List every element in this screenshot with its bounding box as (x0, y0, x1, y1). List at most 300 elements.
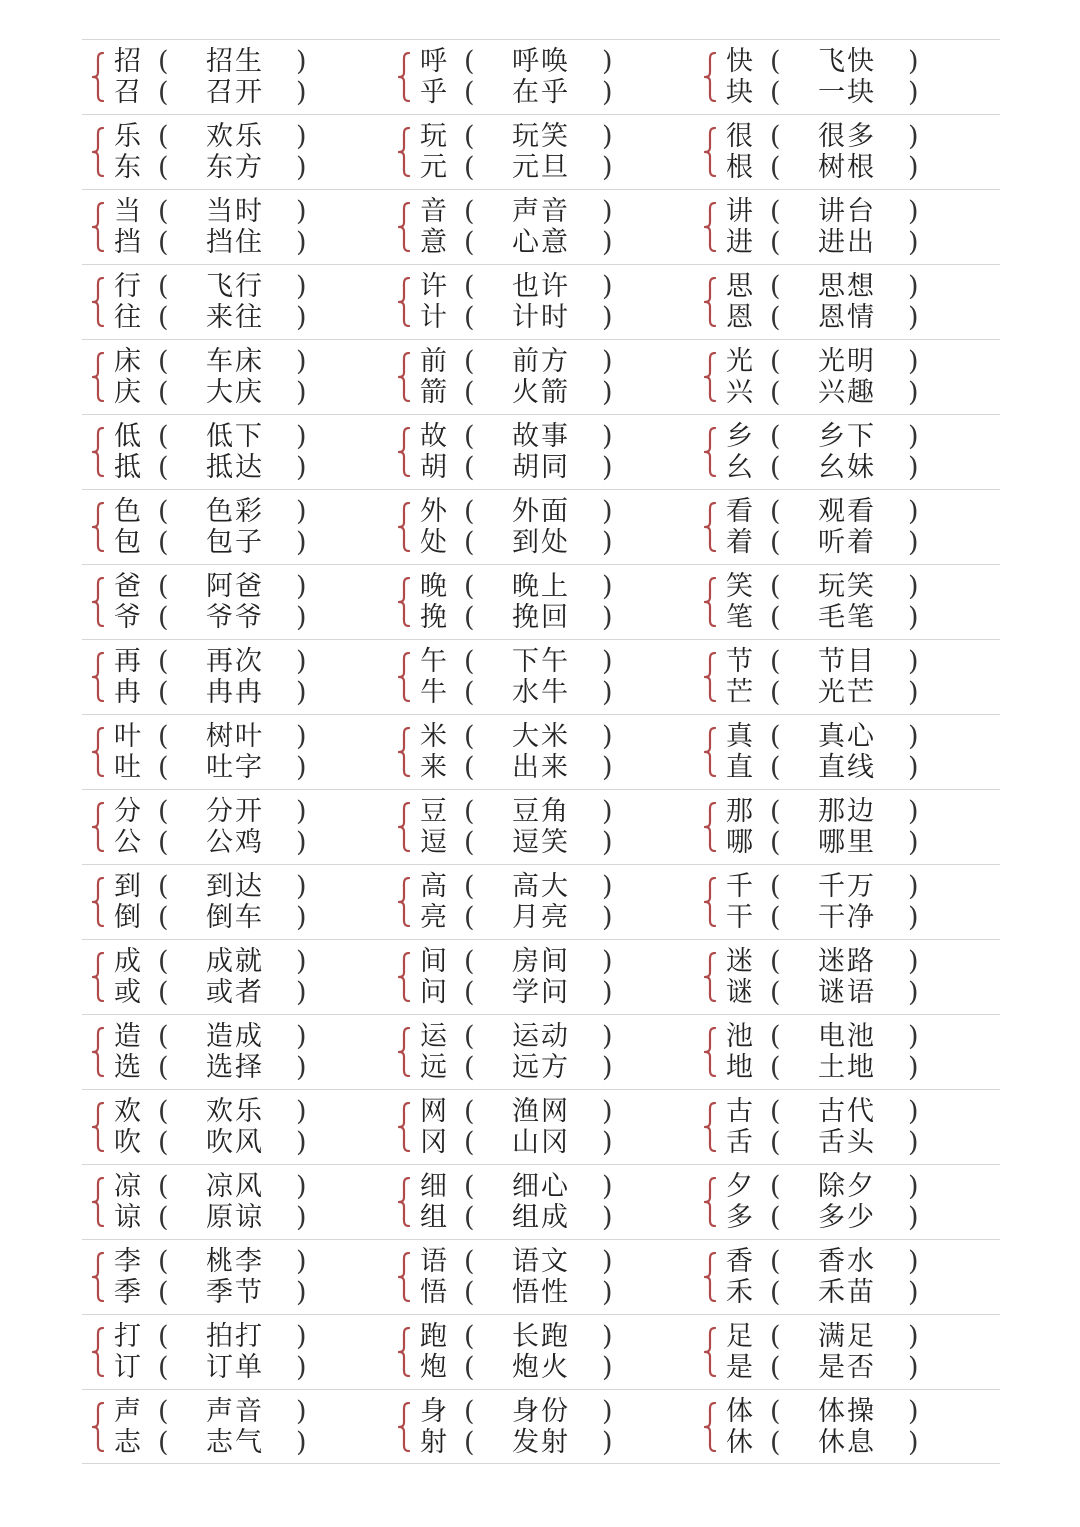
word-answer: 分开 (206, 796, 264, 827)
character-pair-group (394, 640, 694, 715)
pair-line (88, 721, 388, 753)
character: 公 (114, 827, 141, 858)
character: 庆 (114, 377, 141, 408)
character: 身 (420, 1396, 447, 1427)
open-paren: ( (464, 302, 475, 333)
pair-line (394, 646, 694, 678)
close-paren: ) (602, 1396, 613, 1427)
close-paren: ) (908, 1321, 919, 1352)
word-answer: 元旦 (512, 152, 570, 183)
close-paren: ) (908, 721, 919, 752)
close-paren: ) (908, 571, 919, 602)
open-paren: ( (158, 902, 169, 933)
character: 来 (420, 752, 447, 783)
pair-line (700, 1202, 1000, 1234)
open-paren: ( (158, 377, 169, 408)
open-paren: ( (158, 946, 169, 977)
open-paren: ( (464, 827, 475, 858)
open-paren: ( (770, 46, 781, 77)
pair-line (700, 1427, 1000, 1459)
character: 再 (114, 646, 141, 677)
close-paren: ) (908, 527, 919, 558)
word-answer: 古代 (818, 1096, 876, 1127)
word-answer: 欢乐 (206, 121, 264, 152)
pair-line (394, 1396, 694, 1428)
close-paren: ) (602, 302, 613, 333)
close-paren: ) (908, 496, 919, 527)
character: 外 (420, 496, 447, 527)
open-paren: ( (464, 527, 475, 558)
word-answer: 志气 (206, 1427, 264, 1458)
open-paren: ( (158, 752, 169, 783)
pair-line (88, 346, 388, 378)
open-paren: ( (464, 496, 475, 527)
character: 牛 (420, 677, 447, 708)
pair-line (88, 1127, 388, 1159)
close-paren: ) (296, 1127, 307, 1158)
close-paren: ) (602, 902, 613, 933)
close-paren: ) (296, 752, 307, 783)
word-answer: 那边 (818, 796, 876, 827)
open-paren: ( (770, 1427, 781, 1458)
open-paren: ( (464, 752, 475, 783)
character-pair-group (700, 1240, 1000, 1315)
open-paren: ( (158, 677, 169, 708)
word-answer: 色彩 (206, 496, 264, 527)
character: 抵 (114, 452, 141, 483)
word-answer: 招生 (206, 46, 264, 77)
pair-line (88, 1202, 388, 1234)
close-paren: ) (908, 1246, 919, 1277)
character: 块 (726, 77, 753, 108)
character-pair-group (88, 1090, 388, 1165)
open-paren: ( (158, 77, 169, 108)
open-paren: ( (464, 1127, 475, 1158)
pair-line (700, 1246, 1000, 1278)
close-paren: ) (602, 46, 613, 77)
pair-line (700, 377, 1000, 409)
open-paren: ( (770, 452, 781, 483)
character-pair-group (700, 640, 1000, 715)
close-paren: ) (296, 871, 307, 902)
open-paren: ( (158, 1396, 169, 1427)
close-paren: ) (296, 571, 307, 602)
worksheet-row (82, 639, 1000, 714)
pair-line (88, 946, 388, 978)
character: 亮 (420, 902, 447, 933)
open-paren: ( (770, 677, 781, 708)
character: 语 (420, 1246, 447, 1277)
word-answer: 来往 (206, 302, 264, 333)
character: 豆 (420, 796, 447, 827)
open-paren: ( (770, 1021, 781, 1052)
close-paren: ) (296, 1427, 307, 1458)
word-answer: 炮火 (512, 1352, 570, 1383)
close-paren: ) (908, 121, 919, 152)
word-answer: 悟性 (512, 1277, 570, 1308)
character: 挡 (114, 227, 141, 258)
close-paren: ) (908, 646, 919, 677)
close-paren: ) (602, 196, 613, 227)
character: 高 (420, 871, 447, 902)
open-paren: ( (770, 571, 781, 602)
close-paren: ) (296, 646, 307, 677)
open-paren: ( (158, 1096, 169, 1127)
close-paren: ) (908, 77, 919, 108)
open-paren: ( (158, 1127, 169, 1158)
pair-line (88, 496, 388, 528)
pair-line (700, 77, 1000, 109)
word-answer: 或者 (206, 977, 264, 1008)
close-paren: ) (602, 946, 613, 977)
character-pair-group (88, 790, 388, 865)
open-paren: ( (158, 871, 169, 902)
word-answer: 桃李 (206, 1246, 264, 1277)
word-answer: 飞快 (818, 46, 876, 77)
pair-line (394, 527, 694, 559)
character: 低 (114, 421, 141, 452)
close-paren: ) (602, 271, 613, 302)
word-answer: 计时 (512, 302, 570, 333)
word-answer: 吹风 (206, 1127, 264, 1158)
worksheet (82, 39, 1000, 1464)
open-paren: ( (464, 1321, 475, 1352)
character: 恩 (726, 302, 753, 333)
close-paren: ) (296, 496, 307, 527)
close-paren: ) (296, 602, 307, 633)
character: 床 (114, 346, 141, 377)
open-paren: ( (770, 1096, 781, 1127)
pair-line (700, 46, 1000, 78)
pair-line (88, 1396, 388, 1428)
character-pair-group (88, 865, 388, 940)
pair-line (88, 121, 388, 153)
character: 招 (114, 46, 141, 77)
character-pair-group (700, 1015, 1000, 1090)
word-answer: 东方 (206, 152, 264, 183)
open-paren: ( (158, 271, 169, 302)
word-answer: 节目 (818, 646, 876, 677)
close-paren: ) (908, 1052, 919, 1083)
open-paren: ( (464, 227, 475, 258)
character-pair-group (88, 190, 388, 265)
word-answer: 发射 (512, 1427, 570, 1458)
close-paren: ) (908, 1352, 919, 1383)
close-paren: ) (602, 527, 613, 558)
pair-line (394, 946, 694, 978)
open-paren: ( (464, 346, 475, 377)
pair-line (394, 196, 694, 228)
word-answer: 恩情 (818, 302, 876, 333)
open-paren: ( (770, 527, 781, 558)
open-paren: ( (770, 227, 781, 258)
word-answer: 听着 (818, 527, 876, 558)
open-paren: ( (464, 1352, 475, 1383)
pair-line (394, 271, 694, 303)
open-paren: ( (770, 1277, 781, 1308)
character: 行 (114, 271, 141, 302)
close-paren: ) (908, 1021, 919, 1052)
worksheet-row (82, 1164, 1000, 1239)
close-paren: ) (602, 1171, 613, 1202)
pair-line (394, 1427, 694, 1459)
character: 禾 (726, 1277, 753, 1308)
pair-line (700, 227, 1000, 259)
word-answer: 兴趣 (818, 377, 876, 408)
character: 是 (726, 1352, 753, 1383)
close-paren: ) (908, 977, 919, 1008)
open-paren: ( (464, 1096, 475, 1127)
close-paren: ) (602, 377, 613, 408)
pair-line (394, 827, 694, 859)
word-answer: 在乎 (512, 77, 570, 108)
close-paren: ) (908, 752, 919, 783)
character: 网 (420, 1096, 447, 1127)
word-answer: 车床 (206, 346, 264, 377)
word-answer: 冉冉 (206, 677, 264, 708)
worksheet-row (82, 1389, 1000, 1464)
pair-line (700, 946, 1000, 978)
open-paren: ( (770, 602, 781, 633)
close-paren: ) (296, 977, 307, 1008)
close-paren: ) (602, 827, 613, 858)
worksheet-row (82, 264, 1000, 339)
open-paren: ( (464, 452, 475, 483)
open-paren: ( (464, 946, 475, 977)
word-answer: 光芒 (818, 677, 876, 708)
close-paren: ) (602, 571, 613, 602)
pair-line (394, 46, 694, 78)
word-answer: 长跑 (512, 1321, 570, 1352)
pair-line (700, 452, 1000, 484)
character-pair-group (88, 940, 388, 1015)
open-paren: ( (464, 1396, 475, 1427)
word-answer: 月亮 (512, 902, 570, 933)
character-pair-group (700, 715, 1000, 790)
character: 米 (420, 721, 447, 752)
pair-line (394, 571, 694, 603)
character: 处 (420, 527, 447, 558)
close-paren: ) (296, 1021, 307, 1052)
pair-line (700, 571, 1000, 603)
character: 千 (726, 871, 753, 902)
character-pair-group (394, 1390, 694, 1465)
pair-line (700, 1396, 1000, 1428)
character: 选 (114, 1052, 141, 1083)
close-paren: ) (296, 77, 307, 108)
word-answer: 讲台 (818, 196, 876, 227)
pair-line (700, 796, 1000, 828)
open-paren: ( (158, 721, 169, 752)
word-answer: 低下 (206, 421, 264, 452)
word-answer: 水牛 (512, 677, 570, 708)
pair-line (700, 271, 1000, 303)
word-answer: 出来 (512, 752, 570, 783)
open-paren: ( (158, 527, 169, 558)
close-paren: ) (602, 721, 613, 752)
open-paren: ( (770, 1352, 781, 1383)
character: 足 (726, 1321, 753, 1352)
open-paren: ( (158, 602, 169, 633)
open-paren: ( (770, 377, 781, 408)
character: 逗 (420, 827, 447, 858)
character: 当 (114, 196, 141, 227)
pair-line (394, 377, 694, 409)
word-answer: 思想 (818, 271, 876, 302)
pair-line (88, 227, 388, 259)
pair-line (88, 421, 388, 453)
character: 很 (726, 121, 753, 152)
pair-line (700, 1171, 1000, 1203)
character-pair-group (700, 40, 1000, 115)
close-paren: ) (296, 1396, 307, 1427)
open-paren: ( (464, 1427, 475, 1458)
word-answer: 也许 (512, 271, 570, 302)
close-paren: ) (296, 902, 307, 933)
close-paren: ) (602, 752, 613, 783)
open-paren: ( (464, 1021, 475, 1052)
pair-line (700, 827, 1000, 859)
word-answer: 再次 (206, 646, 264, 677)
open-paren: ( (770, 152, 781, 183)
close-paren: ) (908, 302, 919, 333)
close-paren: ) (602, 977, 613, 1008)
pair-line (88, 1321, 388, 1353)
character-pair-group (394, 565, 694, 640)
open-paren: ( (770, 496, 781, 527)
word-answer: 舌头 (818, 1127, 876, 1158)
character: 呼 (420, 46, 447, 77)
character-pair-group (394, 1315, 694, 1390)
word-answer: 心意 (512, 227, 570, 258)
character: 射 (420, 1427, 447, 1458)
open-paren: ( (770, 346, 781, 377)
pair-line (700, 152, 1000, 184)
open-paren: ( (158, 1321, 169, 1352)
close-paren: ) (296, 377, 307, 408)
character: 体 (726, 1396, 753, 1427)
pair-line (394, 602, 694, 634)
character-pair-group (700, 565, 1000, 640)
open-paren: ( (464, 196, 475, 227)
close-paren: ) (908, 227, 919, 258)
character: 笑 (726, 571, 753, 602)
pair-line (394, 496, 694, 528)
open-paren: ( (158, 121, 169, 152)
close-paren: ) (602, 1277, 613, 1308)
pair-line (700, 1321, 1000, 1353)
word-answer: 晚上 (512, 571, 570, 602)
pair-line (700, 1096, 1000, 1128)
character: 吐 (114, 752, 141, 783)
character: 休 (726, 1427, 753, 1458)
character: 那 (726, 796, 753, 827)
close-paren: ) (296, 527, 307, 558)
character: 古 (726, 1096, 753, 1127)
close-paren: ) (296, 421, 307, 452)
character: 凉 (114, 1171, 141, 1202)
open-paren: ( (158, 227, 169, 258)
open-paren: ( (158, 977, 169, 1008)
word-answer: 树叶 (206, 721, 264, 752)
worksheet-row (82, 339, 1000, 414)
word-answer: 运动 (512, 1021, 570, 1052)
open-paren: ( (158, 496, 169, 527)
close-paren: ) (602, 1321, 613, 1352)
word-answer: 大庆 (206, 377, 264, 408)
word-answer: 欢乐 (206, 1096, 264, 1127)
character: 夕 (726, 1171, 753, 1202)
word-answer: 逗笑 (512, 827, 570, 858)
pair-line (88, 677, 388, 709)
word-answer: 语文 (512, 1246, 570, 1277)
pair-line (394, 1352, 694, 1384)
character-pair-group (700, 265, 1000, 340)
character: 哪 (726, 827, 753, 858)
word-answer: 凉风 (206, 1171, 264, 1202)
pair-line (88, 902, 388, 934)
character: 思 (726, 271, 753, 302)
word-answer: 身份 (512, 1396, 570, 1427)
close-paren: ) (296, 152, 307, 183)
word-answer: 哪里 (818, 827, 876, 858)
word-answer: 原谅 (206, 1202, 264, 1233)
word-answer: 召开 (206, 77, 264, 108)
character-pair-group (88, 640, 388, 715)
word-answer: 高大 (512, 871, 570, 902)
pair-line (700, 646, 1000, 678)
close-paren: ) (602, 871, 613, 902)
character: 到 (114, 871, 141, 902)
pair-line (394, 121, 694, 153)
worksheet-row (82, 1014, 1000, 1089)
pair-line (88, 377, 388, 409)
pair-line (394, 1321, 694, 1353)
close-paren: ) (296, 46, 307, 77)
open-paren: ( (158, 1021, 169, 1052)
character: 李 (114, 1246, 141, 1277)
character: 志 (114, 1427, 141, 1458)
pair-line (88, 1427, 388, 1459)
character-pair-group (88, 1315, 388, 1390)
character: 包 (114, 527, 141, 558)
open-paren: ( (158, 796, 169, 827)
worksheet-row (82, 864, 1000, 939)
open-paren: ( (158, 827, 169, 858)
open-paren: ( (158, 1352, 169, 1383)
pair-line (88, 196, 388, 228)
close-paren: ) (296, 302, 307, 333)
word-answer: 迷路 (818, 946, 876, 977)
close-paren: ) (602, 421, 613, 452)
pair-line (394, 152, 694, 184)
pair-line (88, 452, 388, 484)
open-paren: ( (464, 1052, 475, 1083)
character: 干 (726, 902, 753, 933)
word-answer: 进出 (818, 227, 876, 258)
word-answer: 玩笑 (512, 121, 570, 152)
pair-line (394, 752, 694, 784)
open-paren: ( (770, 871, 781, 902)
close-paren: ) (602, 677, 613, 708)
close-paren: ) (296, 121, 307, 152)
character-pair-group (700, 865, 1000, 940)
word-answer: 玩笑 (818, 571, 876, 602)
character-pair-group (394, 40, 694, 115)
worksheet-row (82, 39, 1000, 114)
character-pair-group (700, 415, 1000, 490)
character-pair-group (394, 940, 694, 1015)
